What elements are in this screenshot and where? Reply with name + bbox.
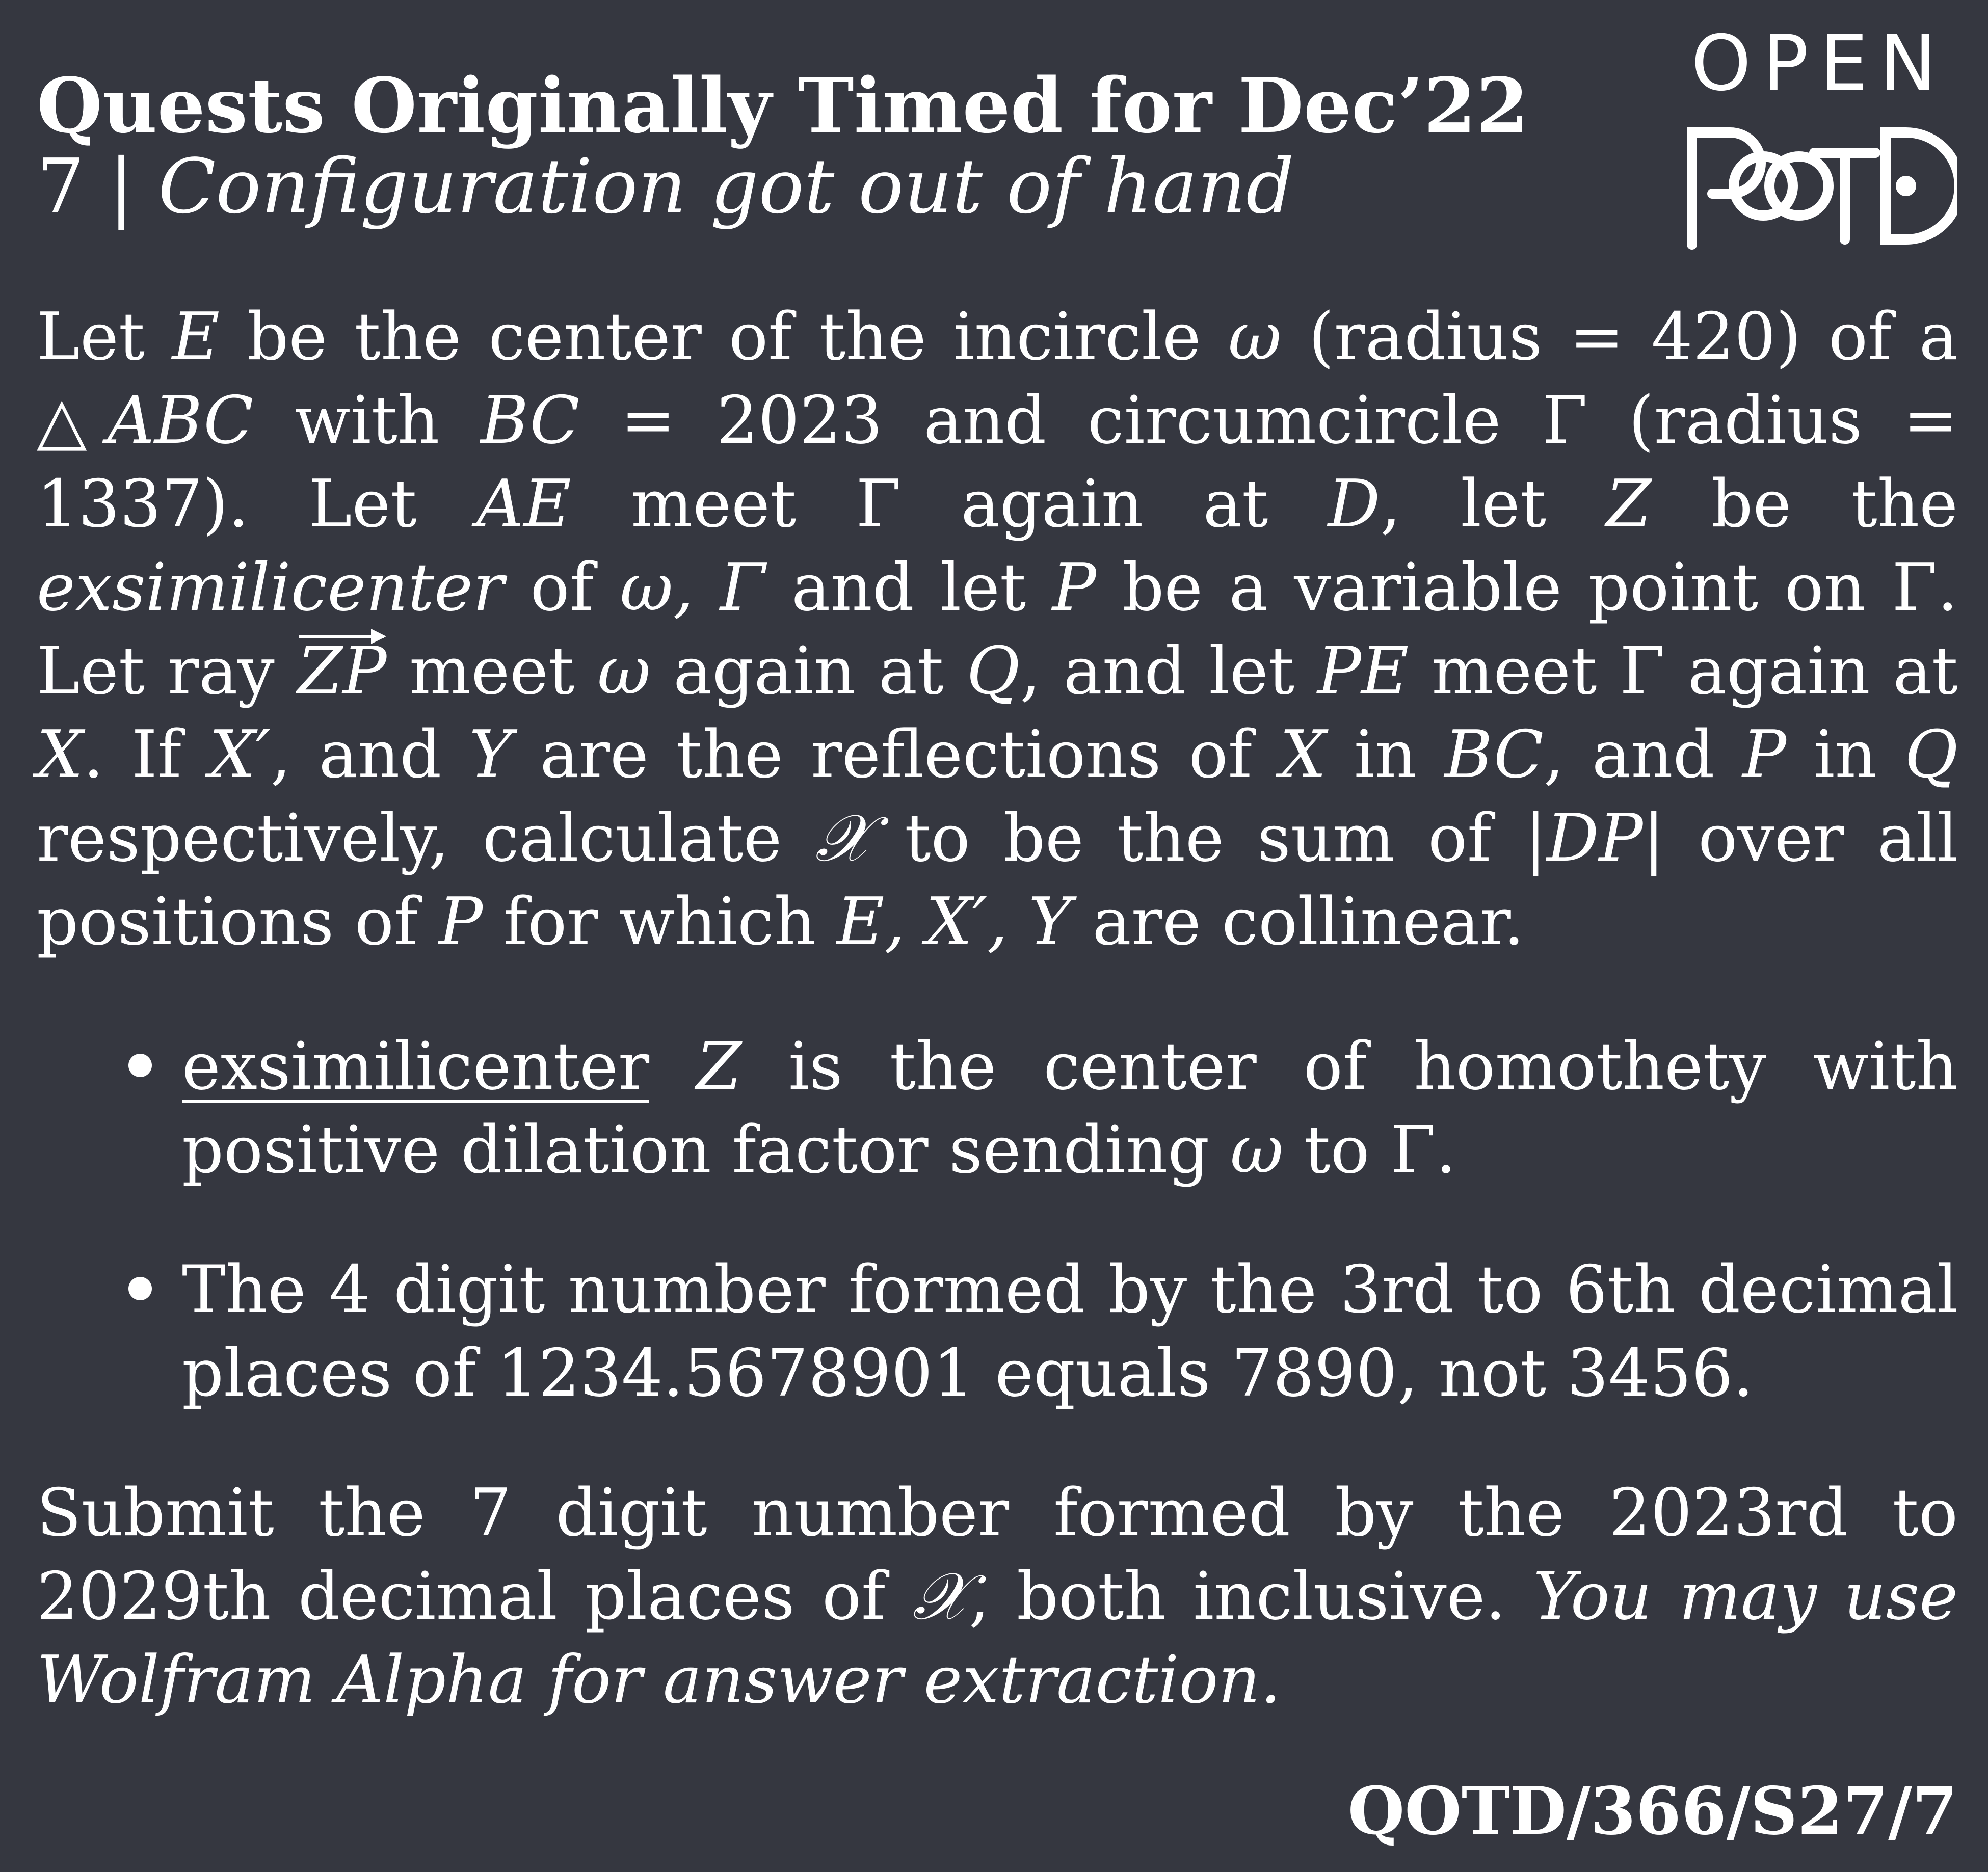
bullet-icon [128, 1054, 152, 1077]
list-item: The 4 digit number formed by the 3rd to 6th decimal places of 1234.5678901 equals 7890, not 3456. [37, 1248, 1958, 1415]
potd-mark-icon [1682, 122, 1957, 250]
notes-list [37, 1025, 1958, 1415]
definition-term: exsimilicenter [182, 1029, 649, 1105]
logo-word: OPEN [1691, 19, 1948, 108]
list-item: exsimilicenter Z is the center of homothety with positive dilation factor sending ω to Γ. [37, 1025, 1958, 1192]
problem-subtitle [37, 143, 1566, 231]
page-title: Quests Originally Timed for Dec’22 [37, 61, 1529, 150]
problem-number: 7 [37, 143, 85, 231]
question-code: QOTD/366/S27/7 [1347, 1773, 1957, 1850]
title-separator: | [109, 143, 135, 231]
vector-zp: ZP [297, 630, 386, 713]
open-potd-logo [1682, 19, 1957, 250]
problem-name: Configuration got out of hand [158, 143, 1294, 231]
wolfram-note: You may use Wolfram Alpha for answer extraction. [37, 1559, 1958, 1718]
problem-body [37, 296, 1958, 1722]
header [37, 61, 1566, 231]
exsimilicenter-term: exsimilicenter [37, 550, 504, 626]
bullet-icon [128, 1277, 152, 1300]
submit-instructions: Submit the 7 digit number formed by the 2023rd to 2029th decimal places of 𝒳, both inclusive. You may use Wolfram Alpha for answer extraction. [37, 1475, 1958, 1718]
problem-statement: Let E be the center of the incircle ω (radius = 420) of a △ABC with BC = 2023 and circumcircle Γ (radius = 1337). Let AE meet Γ again at D, let Z be the exsimilicenter of ω, Γ and let P be a variable point on Γ. Let ray ZP meet ω again at Q, and let PE meet Γ again at X. If X′, and Y are the reflections of X in BC, and P in Q respectively, calculate 𝒳 to be the sum of |DP| over all positions of P for which E, X′, Y are collinear. [37, 299, 1958, 960]
